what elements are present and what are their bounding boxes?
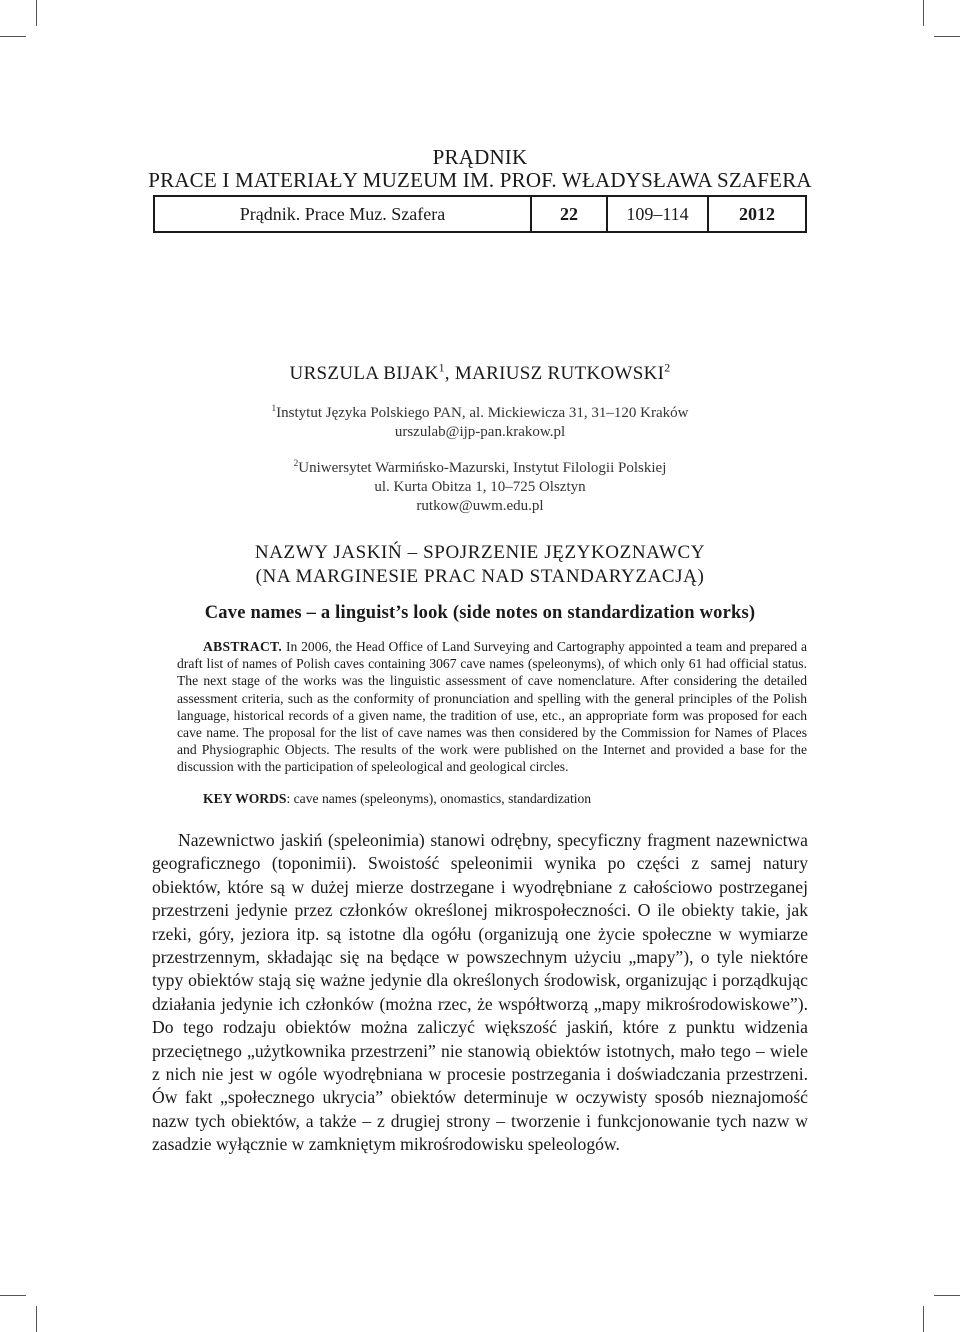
crop-mark-bottom-right-h xyxy=(934,1295,960,1296)
affiliation-2-email: rutkow@uwm.edu.pl xyxy=(416,498,544,514)
affiliation-1-email: urszulab@ijp-pan.krakow.pl xyxy=(394,424,566,440)
affiliation-1-text: Instytut Języka Polskiego PAN, al. Mickiewicza 31, 31–120 Kraków xyxy=(276,405,689,421)
citation-abbrev: Prądnik. Prace Muz. Szafera xyxy=(155,197,532,231)
article-title-pl-line2: (NA MARGINESIE PRAC NAD STANDARYZACJĄ) xyxy=(255,566,705,587)
affiliation-2-sup: 2 xyxy=(293,459,299,469)
journal-subtitle: PRACE I MATERIAŁY MUZEUM IM. PROF. WŁADYSŁAWA SZAFERA xyxy=(148,168,812,192)
crop-mark-bottom-left-v xyxy=(36,1306,37,1332)
journal-citation-table xyxy=(153,195,807,233)
crop-mark-top-right-h xyxy=(934,36,960,37)
crop-mark-top-left-h xyxy=(0,36,26,37)
abstract-label: ABSTRACT. xyxy=(203,639,283,654)
keywords-text: : cave names (speleonyms), onomastics, standardization xyxy=(286,791,592,806)
body-paragraph: Nazewnictwo jaskiń (speleonimia) stanowi odrębny, specyficzny fragment nazewnictwa geograficznego (toponimii). Swoistość speleonimii wynika po części z samej natury obiektów, które są w dużej mierze dostrzegane i wyodrębniane z całościowo postrzeganej przestrzeni jedynie przez członków określonej mikrospołeczności. O ile obiekty takie, jak rzeki, góry, jeziora itp. są istotne dla ogółu (organizują one życie społeczne w wymiarze przestrzennym, składając się na będące w powszechnym użyciu „mapy”), o tyle niektóre typy obiektów stają się ważne jedynie dla określonych środowisk, organizując i porządkując działania jedynie ich członków (można rzec, że współtworzą „mapy mikrośrodowiskowe”). Do tego rodzaju obiektów można zaliczyć większość jaskiń, które z punktu widzenia przeciętnego „użytkownika przestrzeni” nie stanowią obiektów istotnych, mało tego – wiele z nich nie jest w ogóle wyodrębniana w procesie postrzegania i doświadczania przestrzeni. Ów fakt „społecznego ukrycia” obiektów determinuje w oczywisty sposób nieznajomość nazw tych obiektów, a także – z drugiej strony – tworzenie i funkcjonowanie tych nazw w zasadzie wyłącznie w zamkniętym mikrośrodowisku speleologów. xyxy=(152,830,808,1155)
keywords xyxy=(203,790,807,807)
crop-mark-bottom-left-h xyxy=(0,1295,26,1296)
abstract xyxy=(177,638,807,776)
article-title-pl-line1: NAZWY JASKIŃ – SPOJRZENIE JĘZYKOZNAWCY xyxy=(254,542,706,563)
author-sup-1: 1 xyxy=(438,361,445,375)
journal-name: PRĄDNIK xyxy=(432,145,528,169)
authors-line xyxy=(0,363,960,385)
citation-pages: 109–114 xyxy=(608,197,709,231)
crop-mark-bottom-right-v xyxy=(923,1306,924,1332)
citation-year: 2012 xyxy=(739,203,775,224)
keywords-label: KEY WORDS xyxy=(203,791,287,806)
abstract-text: In 2006, the Head Office of Land Surveying and Cartography appointed a team and prepared a draft list of names of Polish caves containing 3067 cave names (speleonyms), of which only 61 had official status. The next stage of the works was the linguistic assessment of cave nomenclature. After considering the detailed assessment criteria, such as the conformity of pronunciation and spelling with the general principles of the Polish language, historical records of a given name, the tradition of use, etc., an appropriate form was proposed for each cave name. The proposal for the list of cave names was then considered by the Commission for Names of Places and Physiographic Objects. The results of the work were published on the Internet and provided a base for the discussion with the participation of speleological and geological circles. xyxy=(177,639,807,775)
author-sup-2: 2 xyxy=(664,361,671,375)
citation-volume: 22 xyxy=(532,197,608,231)
author-separator: , MARIUSZ RUTKOWSKI xyxy=(444,363,665,384)
affiliation-2-line xyxy=(0,459,960,477)
crop-mark-top-right-v xyxy=(923,0,924,26)
affiliation-1-sup: 1 xyxy=(271,404,277,414)
crop-mark-top-left-v xyxy=(36,0,37,26)
article-title-en: Cave names – a linguist’s look (side notes on standardization works) xyxy=(204,603,756,623)
author-names: URSZULA BIJAK xyxy=(289,363,439,384)
affiliation-2-address: ul. Kurta Obitza 1, 10–725 Olsztyn xyxy=(374,479,586,495)
affiliation-1-line xyxy=(0,404,960,422)
affiliation-2-text: Uniwersytet Warmińsko-Mazurski, Instytut Filologii Polskiej xyxy=(298,460,667,476)
